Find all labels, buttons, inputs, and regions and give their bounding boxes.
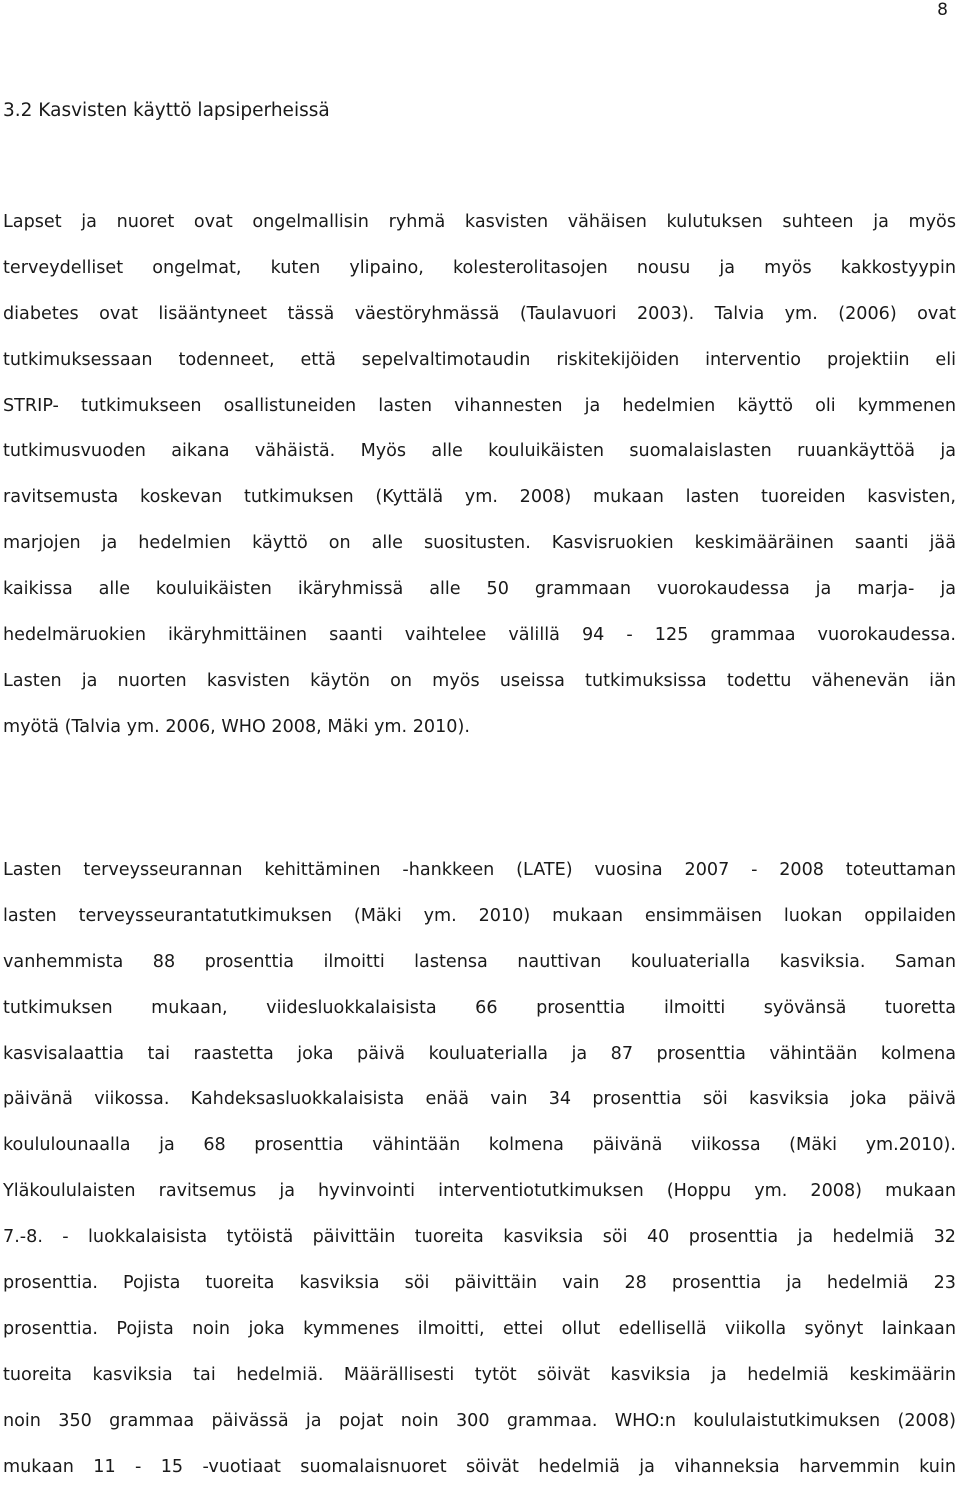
text-line: tutkimuksessaan todenneet, että sepelvaltimotaudin riskitekijöiden interventio projektiin eli (3, 349, 956, 370)
body-paragraph-2 (3, 848, 956, 1490)
text-line: diabetes ovat lisääntyneet tässä väestöryhmässä (Taulavuori 2003). Talvia ym. (2006) ovat (3, 303, 956, 324)
text-line: hedelmäruokien ikäryhmittäinen saanti vaihtelee välillä 94 - 125 grammaa vuorokaudessa. (3, 625, 956, 646)
text-line: ravitsemusta koskevan tutkimuksen (Kyttälä ym. 2008) mukaan lasten tuoreiden kasvisten, (3, 487, 956, 508)
text-line: kasvisalaattia tai raastetta joka päivä kouluaterialla ja 87 prosenttia vähintään kolmena (3, 1043, 956, 1064)
text-line: prosenttia. Pojista tuoreita kasviksia söi päivittäin vain 28 prosenttia ja hedelmiä 23 (3, 1273, 956, 1294)
text-line: Lasten ja nuorten kasvisten käytön on myös useissa tutkimuksissa todettu vähenevän iän (3, 670, 956, 691)
text-line: terveydelliset ongelmat, kuten ylipaino, kolesterolitasojen nousu ja myös kakkostyypin (3, 257, 956, 278)
text-line: kaikissa alle kouluikäisten ikäryhmissä alle 50 grammaan vuorokaudessa ja marja- ja (3, 579, 956, 600)
text-line: Lasten terveysseurannan kehittäminen -hankkeen (LATE) vuosina 2007 - 2008 toteuttaman (3, 860, 956, 880)
body-paragraph-1 (3, 200, 956, 751)
text-line: 7.-8. - luokkalaisista tytöistä päivittäin tuoreita kasviksia söi 40 prosenttia ja hedelmiä 32 (3, 1227, 956, 1248)
section-heading: 3.2 Kasvisten käyttö lapsiperheissä (3, 100, 330, 121)
text-line: vanhemmista 88 prosenttia ilmoitti lastensa nauttivan kouluaterialla kasviksia. Saman (3, 951, 956, 972)
text-line: noin 350 grammaa päivässä ja pojat noin 300 grammaa. WHO:n koululaistutkimuksen (2008) (3, 1410, 956, 1431)
text-line: prosenttia. Pojista noin joka kymmenes ilmoitti, ettei ollut edellisellä viikolla syönyt lainkaan (3, 1318, 956, 1339)
page-number: 8 (937, 0, 948, 20)
text-line: Lapset ja nuoret ovat ongelmallisin ryhmä kasvisten vähäisen kulutuksen suhteen ja myös (3, 212, 956, 232)
text-line: päivänä viikossa. Kahdeksasluokkalaisista enää vain 34 prosenttia söi kasviksia joka päivä (3, 1089, 956, 1110)
text-line: Yläkoululaisten ravitsemus ja hyvinvointi interventiotutkimuksen (Hoppu ym. 2008) mukaan (3, 1181, 956, 1202)
text-line: tutkimuksen mukaan, viidesluokkalaisista 66 prosenttia ilmoitti syövänsä tuoretta (3, 997, 956, 1018)
text-line: lasten terveysseurantatutkimuksen (Mäki ym. 2010) mukaan ensimmäisen luokan oppilaiden (3, 905, 956, 926)
text-line: marjojen ja hedelmien käyttö on alle suositusten. Kasvisruokien keskimääräinen saanti jää (3, 533, 956, 554)
text-line: koululounaalla ja 68 prosenttia vähintään kolmena päivänä viikossa (Mäki ym.2010). (3, 1135, 956, 1156)
text-line: mukaan 11 - 15 -vuotiaat suomalaisnuoret söivät hedelmiä ja vihanneksia harvemmin kuin (3, 1456, 956, 1477)
text-line: myötä (Talvia ym. 2006, WHO 2008, Mäki ym. 2010). (3, 716, 470, 737)
text-line: tutkimusvuoden aikana vähäistä. Myös alle kouluikäisten suomalaislasten ruuankäyttöä ja (3, 441, 956, 462)
text-line: tuoreita kasviksia tai hedelmiä. Määrällisesti tytöt söivät kasviksia ja hedelmiä keskimäärin (3, 1364, 956, 1385)
text-line: STRIP- tutkimukseen osallistuneiden lasten vihannesten ja hedelmien käyttö oli kymmenen (3, 395, 956, 416)
